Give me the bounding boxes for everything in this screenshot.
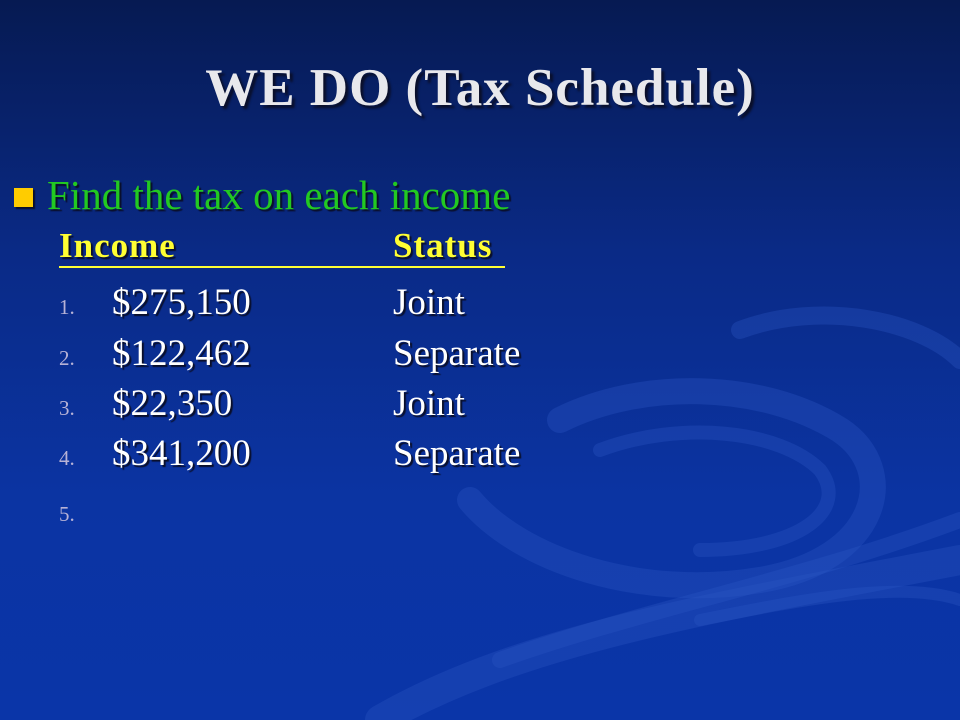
list-number: 2. [59, 346, 75, 370]
income-value: $22,350 [112, 383, 233, 424]
column-header-income: Income [59, 226, 176, 265]
column-header-status: Status [393, 226, 493, 265]
status-value: Separate [393, 333, 521, 374]
status-value: Joint [393, 282, 465, 323]
bullet-text: Find the tax on each income [47, 172, 511, 218]
status-value: Joint [393, 383, 465, 424]
list-number: 4. [59, 446, 75, 470]
bullet-item [14, 172, 510, 218]
square-bullet-icon [14, 188, 33, 207]
list-number: 5. [59, 502, 75, 526]
income-value: $122,462 [112, 333, 251, 374]
income-value: $341,200 [112, 433, 251, 474]
list-number: 1. [59, 295, 75, 319]
status-value: Separate [393, 433, 521, 474]
slide-title: WE DO (Tax Schedule) [205, 59, 755, 117]
income-value: $275,150 [112, 282, 251, 323]
header-underline [59, 266, 505, 268]
list-number: 3. [59, 396, 75, 420]
